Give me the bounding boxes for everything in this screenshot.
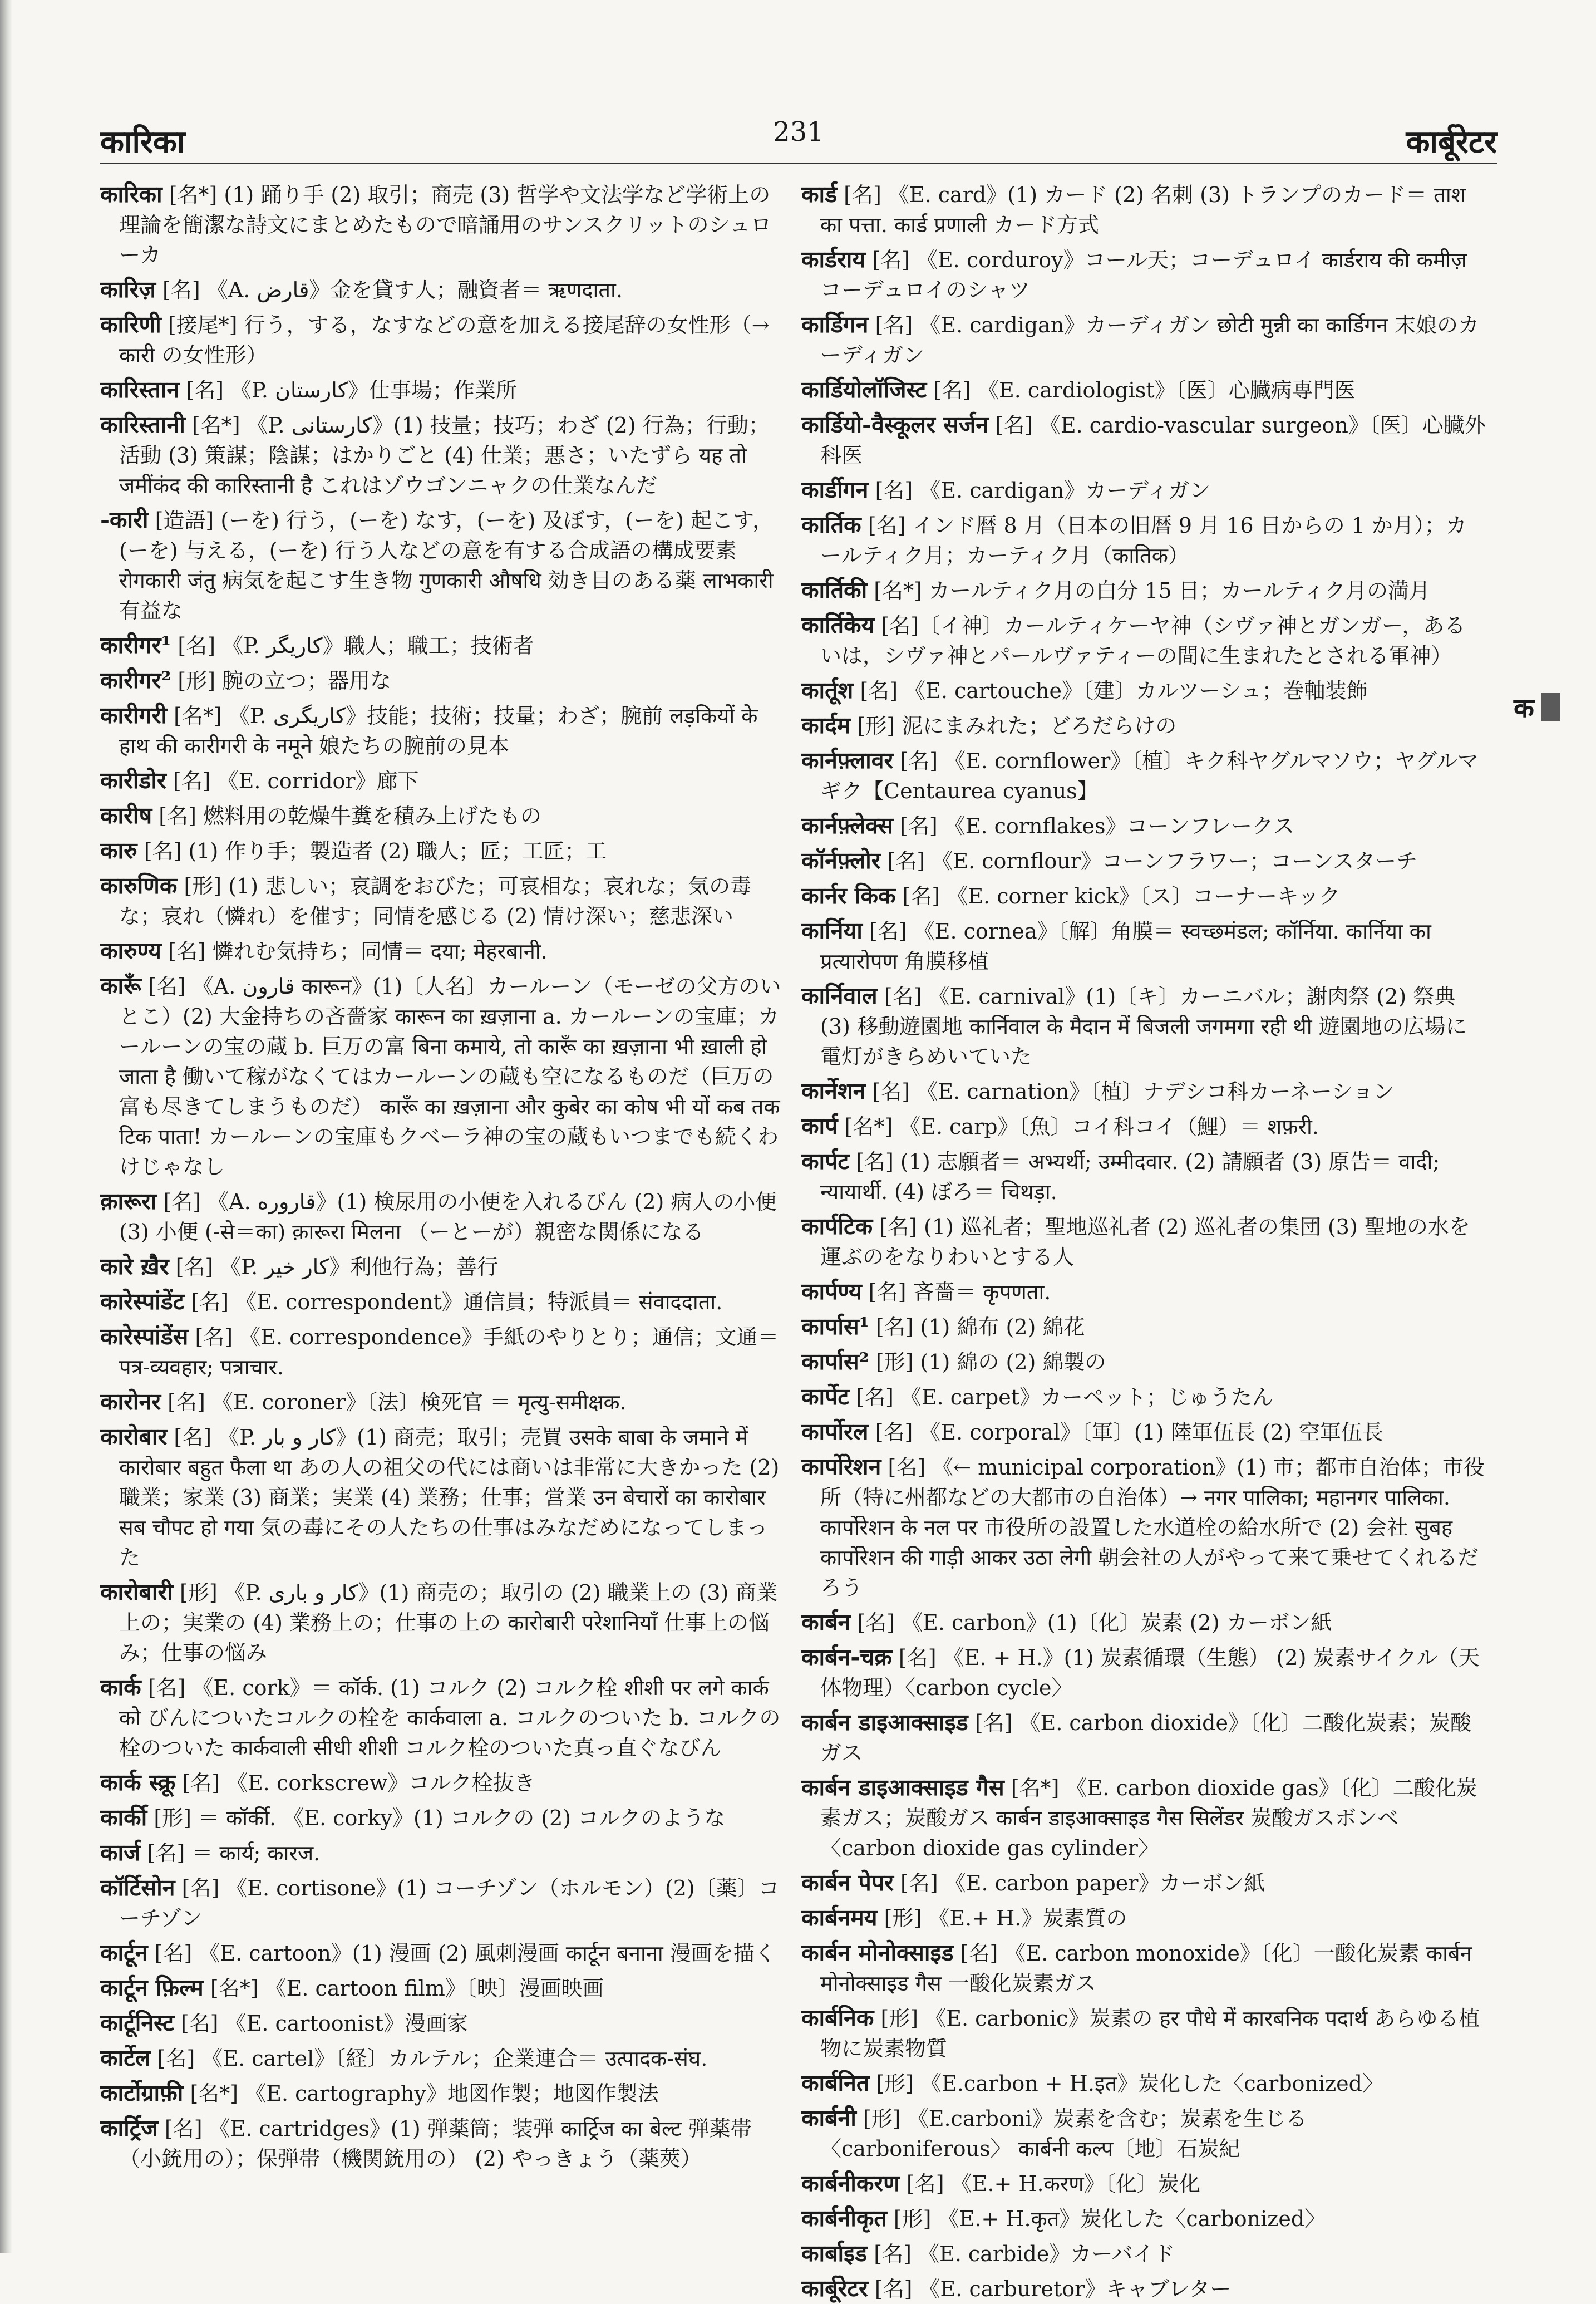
entry-headword: कार्टूनिस्ट bbox=[100, 2010, 174, 2036]
dictionary-entry bbox=[801, 2238, 1486, 2269]
entry-headword: कॉर्नफ़्लोर bbox=[801, 847, 881, 874]
entry-definition: [形] 腕の立つ；器用な bbox=[178, 669, 392, 693]
dictionary-entry bbox=[100, 310, 785, 370]
entry-headword: कारेस्पांडेंस bbox=[100, 1323, 189, 1350]
entry-definition: [名] 《E. carburetor》キャブレター bbox=[874, 2277, 1232, 2301]
entry-definition: [形] 《P. کار و باری》(1) 商売の；取引の (2) 職業上の (3) 商業上の；実業の (4) 業務上の；仕事の上の कारोबारी परेशानियाँ 仕事上の悩み；仕事の悩み bbox=[119, 1580, 778, 1665]
entry-definition: [名] 《E. carnival》(1)〔キ〕カーニバル；謝肉祭 (2) 祭典 (3) 移動遊園地 कार्निवाल के मैदान में बिजली जगमगा रही थी 遊園地の広場に電灯がきらめいていた bbox=[820, 984, 1467, 1069]
entry-definition: [名] 《E. carbon dioxide》〔化〕二酸化炭素；炭酸ガス bbox=[820, 1711, 1471, 1765]
entry-definition: [名] 《E. corkscrew》コルク栓抜き bbox=[182, 1771, 535, 1795]
entry-definition: [名] 《E. carpet》カーペット；じゅうたん bbox=[856, 1385, 1273, 1409]
entry-headword: कार्पास¹ bbox=[801, 1313, 869, 1340]
dictionary-entry bbox=[801, 1417, 1486, 1447]
page-number: 231 bbox=[773, 116, 824, 148]
entry-definition: [名] 《E. cornflour》コーンフラワー；コーンスターチ bbox=[887, 849, 1418, 873]
header-rule bbox=[100, 163, 1497, 164]
entry-headword: कार्पण्य bbox=[801, 1278, 862, 1305]
entry-headword: कार्तिक bbox=[801, 512, 861, 538]
entry-definition: [名] 《P. کار و بار》(1) 商売；取引；売買 उसके बाबा के जमाने में कारोबार बहुत फैला था あの人の祖父の代には商いは非常に大きかった (2) 職業；家業 (3) 商業；実業 (4) 業務；仕事；営業 उन बेचारों का कारोबार सब चौपट हो गया 気の毒にその人たちの仕事はみなだめになってしまった bbox=[119, 1425, 780, 1570]
entry-definition: [名] 《E. + H.》(1) 炭素循環（生態） (2) 炭素サイクル（天体物理）〈carbon cycle〉 bbox=[820, 1645, 1480, 1700]
entry-definition: [形] (1) 悲しい；哀調をおびた；可哀相な；哀れな；気の毒な；哀れ（憐れ）を催す；同情を感じる (2) 情け深い；慈悲深い bbox=[119, 874, 752, 929]
entry-headword: कारुण्य bbox=[100, 937, 161, 964]
entry-definition: [名] インド暦 8 月（日本の旧暦 9 月 16 日からの 1 か月）；カールティク月；カーティク月（कातिक） bbox=[820, 513, 1467, 568]
entry-definition: [名] 《P. کاریگر》職人；職工；技術者 bbox=[178, 633, 534, 658]
entry-headword: कार्ज bbox=[100, 1839, 141, 1866]
dictionary-entry bbox=[801, 2168, 1486, 2199]
entry-headword: कारुणिक bbox=[100, 872, 178, 899]
entry-headword: कार्बन डाइआक्साइड गैस bbox=[801, 1774, 1004, 1801]
entry-headword: कार्तिकी bbox=[801, 577, 868, 603]
dictionary-entry bbox=[801, 1903, 1486, 1933]
dictionary-entry bbox=[801, 1452, 1486, 1603]
entry-headword: कार्ट्रिज bbox=[100, 2115, 158, 2141]
entry-headword: कार्पोरेशन bbox=[801, 1453, 881, 1480]
dictionary-entry bbox=[100, 936, 785, 966]
dictionary-entry bbox=[801, 475, 1486, 505]
entry-headword: कार्टेल bbox=[100, 2045, 151, 2071]
dictionary-entry bbox=[100, 2113, 785, 2174]
entry-headword: कार्डिगन bbox=[801, 311, 869, 338]
entry-headword: -कारी bbox=[100, 507, 149, 533]
entry-definition: [名] 《E. cardigan》カーディガン छोटी मुन्नी का कार्डिगन 末娘のカーディガン bbox=[820, 313, 1480, 367]
entry-definition: [造語] (ーを) 行う，(ーを) なす，(ーを) 及ぼす，(ーを) 起こす，(ーを) 与える，(ーを) 行う人などの意を有する合成語の構成要素 रोगकारी जंतु 病気を起こす生き物 गुणकारी औषधि 効き目のある薬 लाभकारी 有益な bbox=[119, 508, 774, 623]
entry-definition: [名] 《E. cardio-vascular surgeon》〔医〕心臓外科医 bbox=[820, 413, 1486, 468]
dictionary-entry bbox=[801, 244, 1486, 305]
entry-definition: [名*] 《P. کاریگری》技能；技術；技量；わざ；腕前 लड़कियों के हाथ की कारीगरी के नमूने 娘たちの腕前の見本 bbox=[119, 704, 758, 758]
dictionary-entry bbox=[100, 1938, 785, 1968]
entry-definition: [名] 《E. card》(1) カード (2) 名刺 (3) トランプのカード＝ ताश का पत्ता. कार्ड प्रणाली カード方式 bbox=[820, 183, 1466, 237]
entry-definition: [名] (1) 志願者＝ अभ्यर्थी; उम्मीदवार. (2) 請願者 (3) 原告＝ वादी; न्यायार्थी. (4) ぼろ＝ चिथड़ा. bbox=[820, 1149, 1440, 1204]
entry-definition: [名] 《E. corporal》〔軍〕(1) 陸軍伍長 (2) 空軍伍長 bbox=[875, 1420, 1383, 1445]
entry-definition: [名] 《E. carbon monoxide》〔化〕一酸化炭素 कार्बन मोनोक्साइड गैस 一酸化炭素ガス bbox=[820, 1941, 1472, 1996]
entry-headword: क़ारूरा bbox=[100, 1188, 157, 1215]
entry-definition: [名] 《E.+ H.करण》〔化〕炭化 bbox=[906, 2172, 1200, 2196]
entry-definition: [名] 《E. correspondent》通信員；特派員＝ संवाददाता. bbox=[191, 1290, 723, 1314]
dictionary-entry bbox=[100, 800, 785, 831]
dictionary-entry bbox=[801, 810, 1486, 841]
entry-headword: कारे ख़ैर bbox=[100, 1253, 169, 1280]
dictionary-entry bbox=[100, 1802, 785, 1833]
dictionary-entry bbox=[801, 916, 1486, 976]
dictionary-entry bbox=[801, 1211, 1486, 1272]
entry-headword: कार्नर किक bbox=[801, 882, 896, 909]
dictionary-entry bbox=[100, 1767, 785, 1798]
entry-headword: कारीष bbox=[100, 802, 152, 829]
entry-headword: कार्निया bbox=[801, 917, 863, 944]
page-header bbox=[100, 109, 1497, 170]
entry-headword: कारिणी bbox=[100, 311, 161, 338]
entry-definition: [名] 《E. cardigan》カーディガン bbox=[875, 478, 1211, 503]
entry-definition: [名] 《E. correspondence》手紙のやりとり；通信；文通＝ पत्र-व्यवहार; पत्राचार. bbox=[119, 1325, 779, 1379]
thumb-index-letter: क bbox=[1514, 692, 1534, 724]
dictionary-entry bbox=[100, 505, 785, 626]
entry-headword: कार्बन मोनोक्साइड bbox=[801, 1939, 954, 1966]
left-column bbox=[100, 179, 785, 2228]
dictionary-entry bbox=[801, 1382, 1486, 1412]
entry-headword: कार्नफ़्लेक्स bbox=[801, 812, 893, 839]
entry-headword: कारु bbox=[100, 837, 137, 864]
entry-definition: [名] (1) 巡礼者；聖地巡礼者 (2) 巡礼者の集団 (3) 聖地の水を運ぶのをなりわいとする人 bbox=[820, 1215, 1470, 1269]
dictionary-entry bbox=[801, 575, 1486, 606]
entry-definition: [名] 《E. cornflakes》コーンフレークス bbox=[900, 814, 1294, 838]
entry-definition: [名] 《P. کار خیر》利他行為；善行 bbox=[175, 1255, 499, 1279]
entry-headword: कार्टोग्राफ़ी bbox=[100, 2080, 184, 2106]
dictionary-entry bbox=[100, 1251, 785, 1282]
entry-definition: [名] 吝嗇＝ कृपणता. bbox=[868, 1280, 1051, 1304]
dictionary-entry bbox=[100, 2008, 785, 2038]
dictionary-entry bbox=[801, 1276, 1486, 1307]
entry-headword: कारेस्पांडेंट bbox=[100, 1288, 185, 1315]
entry-definition: [名] 《E. cartoon》(1) 漫画 (2) 風刺漫画 कार्टून बनाना 漫画を描く bbox=[154, 1941, 776, 1966]
dictionary-entry bbox=[801, 1868, 1486, 1898]
dictionary-entry bbox=[801, 410, 1486, 470]
dictionary-entry bbox=[801, 745, 1486, 806]
dictionary-entry bbox=[801, 1607, 1486, 1638]
dictionary-entry bbox=[100, 1186, 785, 1247]
entry-headword: कार्बनीकृत bbox=[801, 2205, 887, 2232]
entry-definition: [名] 《A. قاروره》(1) 検尿用の小便を入れるびん (2) 病人の小便 (3) 小便 (-से＝का) क़ारूरा मिलना （ーとーが）親密な関係になる bbox=[119, 1190, 777, 1244]
entry-headword: कार्नेशन bbox=[801, 1078, 866, 1104]
dictionary-entry bbox=[100, 1838, 785, 1868]
entry-definition: [名*] 《E. carp》〔魚〕コイ科コイ（鯉）＝ शफ़री. bbox=[844, 1114, 1319, 1139]
entry-headword: कार्बन bbox=[801, 1609, 851, 1635]
entry-definition: [名*] 《E. cartoon film》〔映〕漫画映画 bbox=[210, 1976, 604, 2001]
dictionary-entry bbox=[801, 2068, 1486, 2099]
entry-headword: कारीगर² bbox=[100, 667, 171, 694]
dictionary-entry bbox=[100, 1286, 785, 1317]
entry-definition: [名] 憐れむ気持ち；同情＝ दया; मेहरबानी. bbox=[168, 939, 548, 964]
entry-definition: [名] 《P. کارستان》仕事場；作業所 bbox=[186, 378, 517, 402]
entry-headword: कार्बनमय bbox=[801, 1904, 878, 1931]
dictionary-entry bbox=[801, 846, 1486, 876]
entry-headword: कारूँ bbox=[100, 972, 141, 999]
dictionary-entry bbox=[100, 274, 785, 305]
dictionary-entry bbox=[801, 1707, 1486, 1768]
dictionary-entry bbox=[801, 675, 1486, 706]
entry-headword: कार्की bbox=[100, 1804, 147, 1831]
dictionary-entry bbox=[100, 179, 785, 270]
entry-definition: [名] 《E. cortisone》(1) コーチゾン（ホルモン）(2)〔薬〕コーチゾン bbox=[119, 1876, 780, 1930]
entry-definition: [形] 《E.+ H.》炭素質の bbox=[884, 1906, 1127, 1930]
entry-headword: कारोबारी bbox=[100, 1579, 173, 1605]
dictionary-entry bbox=[801, 1111, 1486, 1142]
entry-headword: कार्बनी bbox=[801, 2105, 856, 2131]
entry-definition: [名] 《E. corduroy》コール天；コーデュロイ कार्डराय की कमीज़ コーデュロイのシャツ bbox=[820, 248, 1467, 302]
entry-headword: कारिका bbox=[100, 181, 162, 208]
dictionary-entry bbox=[801, 1311, 1486, 1342]
entry-headword: कार्डियोलॉजिस्ट bbox=[801, 376, 927, 403]
entry-headword: कारीडोर bbox=[100, 767, 166, 794]
entry-headword: कार्पोरल bbox=[801, 1418, 869, 1445]
dictionary-entry bbox=[801, 1146, 1486, 1207]
entry-definition: [名] 燃料用の乾燥牛糞を積み上げたもの bbox=[159, 804, 542, 828]
entry-headword: कार्पेट bbox=[801, 1383, 850, 1410]
dictionary-entry bbox=[100, 1322, 785, 1382]
right-column bbox=[801, 179, 1486, 2302]
entry-definition: [名*] (1) 踊り手 (2) 取引；商売 (3) 哲学や文法学など学術上の理論を簡潔な詩文にまとめたもので暗誦用のサンスクリットのシュローカ bbox=[119, 183, 772, 267]
entry-headword: कार्टून फ़िल्म bbox=[100, 1974, 204, 2001]
entry-definition: [名] 《E. corridor》廊下 bbox=[173, 769, 419, 793]
thumb-index-marker bbox=[1541, 693, 1560, 721]
entry-definition: [名] 《E. carnation》〔植〕ナデシコ科カーネーション bbox=[872, 1079, 1395, 1104]
entry-headword: कारिज़ bbox=[100, 276, 156, 303]
dictionary-entry bbox=[100, 836, 785, 866]
dictionary-entry bbox=[801, 2273, 1486, 2304]
dictionary-entry bbox=[100, 1973, 785, 2003]
entry-definition: [名] 《E. carbon》(1)〔化〕炭素 (2) カーボン紙 bbox=[857, 1610, 1332, 1635]
entry-definition: [名] 《E. cartridges》(1) 弾薬筒；装弾 कार्ट्रिज का बेल्ट 弾薬帯（小銃用の）；保弾帯（機関銃用の） (2) やっきょう（薬莢） bbox=[119, 2116, 752, 2171]
entry-definition: [名] 《E. carbide》カーバイド bbox=[874, 2242, 1175, 2266]
dictionary-entry bbox=[801, 179, 1486, 240]
entry-headword: कार्डराय bbox=[801, 246, 866, 273]
entry-definition: [形] 《E.+ H.कृत》炭化した〈carbonized〉 bbox=[893, 2207, 1326, 2231]
dictionary-entry bbox=[801, 981, 1486, 1072]
entry-definition: [名] 《E. cork》＝ कॉर्क. (1) コルク (2) コルク栓 शीशी पर लगे कार्क को びんについたコルクの栓を कार्कवाला a. コルクのついた b. コルクの栓のついた कार्कवाली सीधी शीशी コルク栓のついた真っ直ぐなびん bbox=[119, 1676, 781, 1760]
entry-definition: [形] 《E.carboni》炭素を含む；炭素を生じる〈carboniferous〉 कार्बनी कल्प〔地〕石炭紀 bbox=[820, 2106, 1307, 2161]
dictionary-entry bbox=[100, 2078, 785, 2109]
entry-headword: कार्पास² bbox=[801, 1348, 869, 1375]
entry-definition: [名*] 《E. cartography》地図作製；地図作製法 bbox=[190, 2081, 659, 2106]
dictionary-entry bbox=[801, 2003, 1486, 2064]
entry-definition: [形] 《E.carbon + H.इत》炭化した〈carbonized〉 bbox=[876, 2071, 1383, 2096]
entry-definition: [名] 《E. cartel》〔経〕カルテル；企業連合＝ उत्पादक-संघ. bbox=[157, 2046, 708, 2071]
entry-definition: [接尾*] 行う，する，なすなどの意を加える接尾辞の女性形（→ कारी の女性形） bbox=[119, 313, 770, 367]
entry-headword: कार्डीगन bbox=[801, 476, 869, 503]
left-running-headword: कारिका bbox=[100, 124, 185, 160]
entry-definition: [名] 《E. cornea》〔解〕角膜＝ स्वच्छमंडल; कॉर्निया. कार्निया का प्रत्यारोपण 角膜移植 bbox=[820, 919, 1431, 974]
entry-headword: कार्बनित bbox=[801, 2070, 870, 2096]
entry-headword: कार्पट bbox=[801, 1148, 850, 1175]
dictionary-entry bbox=[100, 1672, 785, 1763]
dictionary-entry bbox=[801, 881, 1486, 911]
entry-definition: [形] (1) 綿の (2) 綿製の bbox=[875, 1350, 1106, 1374]
entry-headword: कारिस्तानी bbox=[100, 411, 185, 438]
dictionary-entry bbox=[100, 375, 785, 405]
entry-headword: कार्बूरेटर bbox=[801, 2275, 868, 2302]
entry-definition: [名] 《E. cardiologist》〔医〕心臓病専門医 bbox=[933, 378, 1356, 402]
dictionary-entry bbox=[801, 2103, 1486, 2164]
dictionary-entry bbox=[100, 630, 785, 661]
dictionary-entry bbox=[100, 700, 785, 761]
entry-definition: [名*] 《P. کارستانی》(1) 技量；技巧；わざ (2) 行為；行動；活動 (3) 策謀；陰謀；はかりごと (4) 仕業；悪さ；いたずら यह तो जमींकंद की कारिस्तानी है これはゾウゴンニャクの仕業なんだ bbox=[119, 413, 770, 498]
entry-definition: [名] 《E. coroner》〔法〕検死官 ＝ मृत्यु-समीक्षक. bbox=[168, 1390, 627, 1414]
dictionary-entry bbox=[801, 710, 1486, 741]
entry-definition: [名] 《A. قارون कारून》(1)〔人名〕カールーン（モーゼの父方のいとこ）(2) 大金持ちの吝嗇家 कारून का ख़ज़ाना a. カールーンの宝庫；カールーンの宝の蔵 b. 巨万の富 बिना कमाये, तो कारूँ का ख़ज़ाना भी ख़ाली हो जाता है 働いて稼がなくてはカールーンの蔵も空になるものだ（巨万の富も尽きてしまうものだ） कारूँ का ख़ज़ाना और कुबेर का कोष भी यों कब तक टिक पाता! カールーンの宝庫もクベーラ神の宝の蔵もいつまでも続くわけじゃなし bbox=[119, 974, 781, 1179]
entry-definition: [名] (1) 作り手；製造者 (2) 職人；匠；工匠；工 bbox=[144, 839, 607, 863]
dictionary-entry bbox=[100, 1422, 785, 1573]
entry-headword: कार्पटिक bbox=[801, 1213, 873, 1240]
entry-headword: कार्बन डाइआक्साइड bbox=[801, 1709, 968, 1736]
dictionary-entry bbox=[100, 971, 785, 1182]
entry-definition: [名] 《A. قارض》金を貸す人；融資者＝ ऋणदाता. bbox=[162, 278, 623, 302]
entry-headword: कारोनर bbox=[100, 1388, 161, 1415]
entry-definition: [形] 泥にまみれた；どろだらけの bbox=[857, 714, 1177, 738]
dictionary-entry bbox=[100, 2043, 785, 2074]
page-binding-shadow bbox=[0, 0, 12, 2253]
entry-headword: कार्नफ़्लावर bbox=[801, 747, 894, 774]
entry-headword: कार्तिकेय bbox=[801, 612, 875, 638]
entry-definition: [名] (1) 綿布 (2) 綿花 bbox=[875, 1315, 1085, 1339]
entry-definition: [名] 《← municipal corporation》(1) 市；都市自治体；市役所（特に州都などの大都市の自治体）→ नगर पालिका; महानगर पालिका. कार्पोरेशन के नल पर 市役所の設置した水道栓の給水所で (2) 会社 सुबह कार्पोरेशन की गाड़ी आकर उठा लेगी 朝会社の人がやって来て乗せてくれるだろう bbox=[820, 1455, 1485, 1600]
entry-definition: [名*] カールティク月の白分 15 日；カールティク月の満月 bbox=[874, 578, 1430, 603]
entry-definition: [名]〔イ神〕カールティケーヤ神（シヴァ神とガンガー，あるいは，シヴァ神とパールヴァティーの間に生まれたとされる軍神） bbox=[820, 613, 1466, 668]
entry-definition: [形] ＝ कॉर्की. 《E. corky》(1) コルクの (2) コルクのような bbox=[154, 1806, 726, 1830]
thumb-index-tab bbox=[1514, 690, 1580, 724]
dictionary-entry bbox=[100, 410, 785, 500]
entry-definition: [名] 《E. carbon paper》カーボン紙 bbox=[900, 1871, 1265, 1895]
entry-headword: कार्दम bbox=[801, 712, 851, 739]
entry-headword: कार्टून bbox=[100, 1939, 148, 1966]
dictionary-entry bbox=[801, 375, 1486, 405]
dictionary-entry bbox=[801, 1642, 1486, 1703]
dictionary-entry bbox=[100, 1873, 785, 1933]
entry-headword: कार्बन पेपर bbox=[801, 1869, 894, 1896]
entry-headword: कॉर्टिसोन bbox=[100, 1874, 175, 1901]
entry-definition: [名] 《E. cornflower》〔植〕キク科ヤグルマソウ；ヤグルマギク【Centaurea cyanus】 bbox=[820, 749, 1479, 803]
entry-definition: [名*] 《E. carbon dioxide gas》〔化〕二酸化炭素ガス；炭酸ガス कार्बन डाइआक्साइड गैस सिलेंडर 炭酸ガスボンベ〈carbon dioxide gas cylinder〉 bbox=[820, 1776, 1477, 1860]
dictionary-entry bbox=[100, 765, 785, 796]
dictionary-entry bbox=[801, 1772, 1486, 1863]
entry-headword: कारीगर¹ bbox=[100, 632, 171, 659]
dictionary-entry bbox=[100, 1577, 785, 1668]
entry-headword: कार्बनिक bbox=[801, 2005, 874, 2031]
entry-headword: कार्निवाल bbox=[801, 982, 878, 1009]
entry-headword: कार्तूश bbox=[801, 677, 854, 704]
entry-headword: कार्क स्क्रू bbox=[100, 1769, 176, 1796]
right-running-headword: कार्बूरेटर bbox=[1406, 124, 1497, 160]
dictionary-entry bbox=[801, 2203, 1486, 2234]
dictionary-entry bbox=[100, 665, 785, 696]
entry-definition: [名] 《E. corner kick》〔ス〕コーナーキック bbox=[902, 884, 1341, 908]
entry-definition: [形] 《E. carbonic》炭素の हर पौधे में कारबनिक पदार्थ あらゆる植物に炭素物質 bbox=[820, 2006, 1480, 2061]
entry-headword: कार्बन-चक्र bbox=[801, 1644, 892, 1671]
dictionary-entry bbox=[801, 1076, 1486, 1107]
dictionary-entry bbox=[100, 1387, 785, 1417]
dictionary-entry bbox=[100, 871, 785, 931]
entry-definition: [名] ＝ कार्य; कारज. bbox=[147, 1841, 321, 1865]
entry-headword: कारीगरी bbox=[100, 702, 167, 729]
entry-definition: [名] 《E. cartoonist》漫画家 bbox=[180, 2011, 469, 2036]
dictionary-entry bbox=[801, 1347, 1486, 1377]
entry-headword: कार्प bbox=[801, 1113, 838, 1139]
dictionary-entry bbox=[801, 610, 1486, 671]
entry-headword: कार्ड bbox=[801, 181, 838, 208]
entry-headword: कार्बनीकरण bbox=[801, 2170, 900, 2197]
dictionary-entry bbox=[801, 510, 1486, 571]
entry-headword: कार्डियो-वैस्कूलर सर्जन bbox=[801, 411, 989, 438]
entry-headword: कारोबार bbox=[100, 1423, 168, 1450]
entry-headword: कारिस्तान bbox=[100, 376, 180, 403]
dictionary-entry bbox=[801, 1938, 1486, 1998]
entry-definition: [名] 《E. cartouche》〔建〕カルツーシュ；巻軸装飾 bbox=[860, 679, 1368, 703]
dictionary-entry bbox=[801, 310, 1486, 370]
entry-headword: कार्बाइड bbox=[801, 2240, 868, 2267]
entry-headword: कार्क bbox=[100, 1674, 141, 1701]
